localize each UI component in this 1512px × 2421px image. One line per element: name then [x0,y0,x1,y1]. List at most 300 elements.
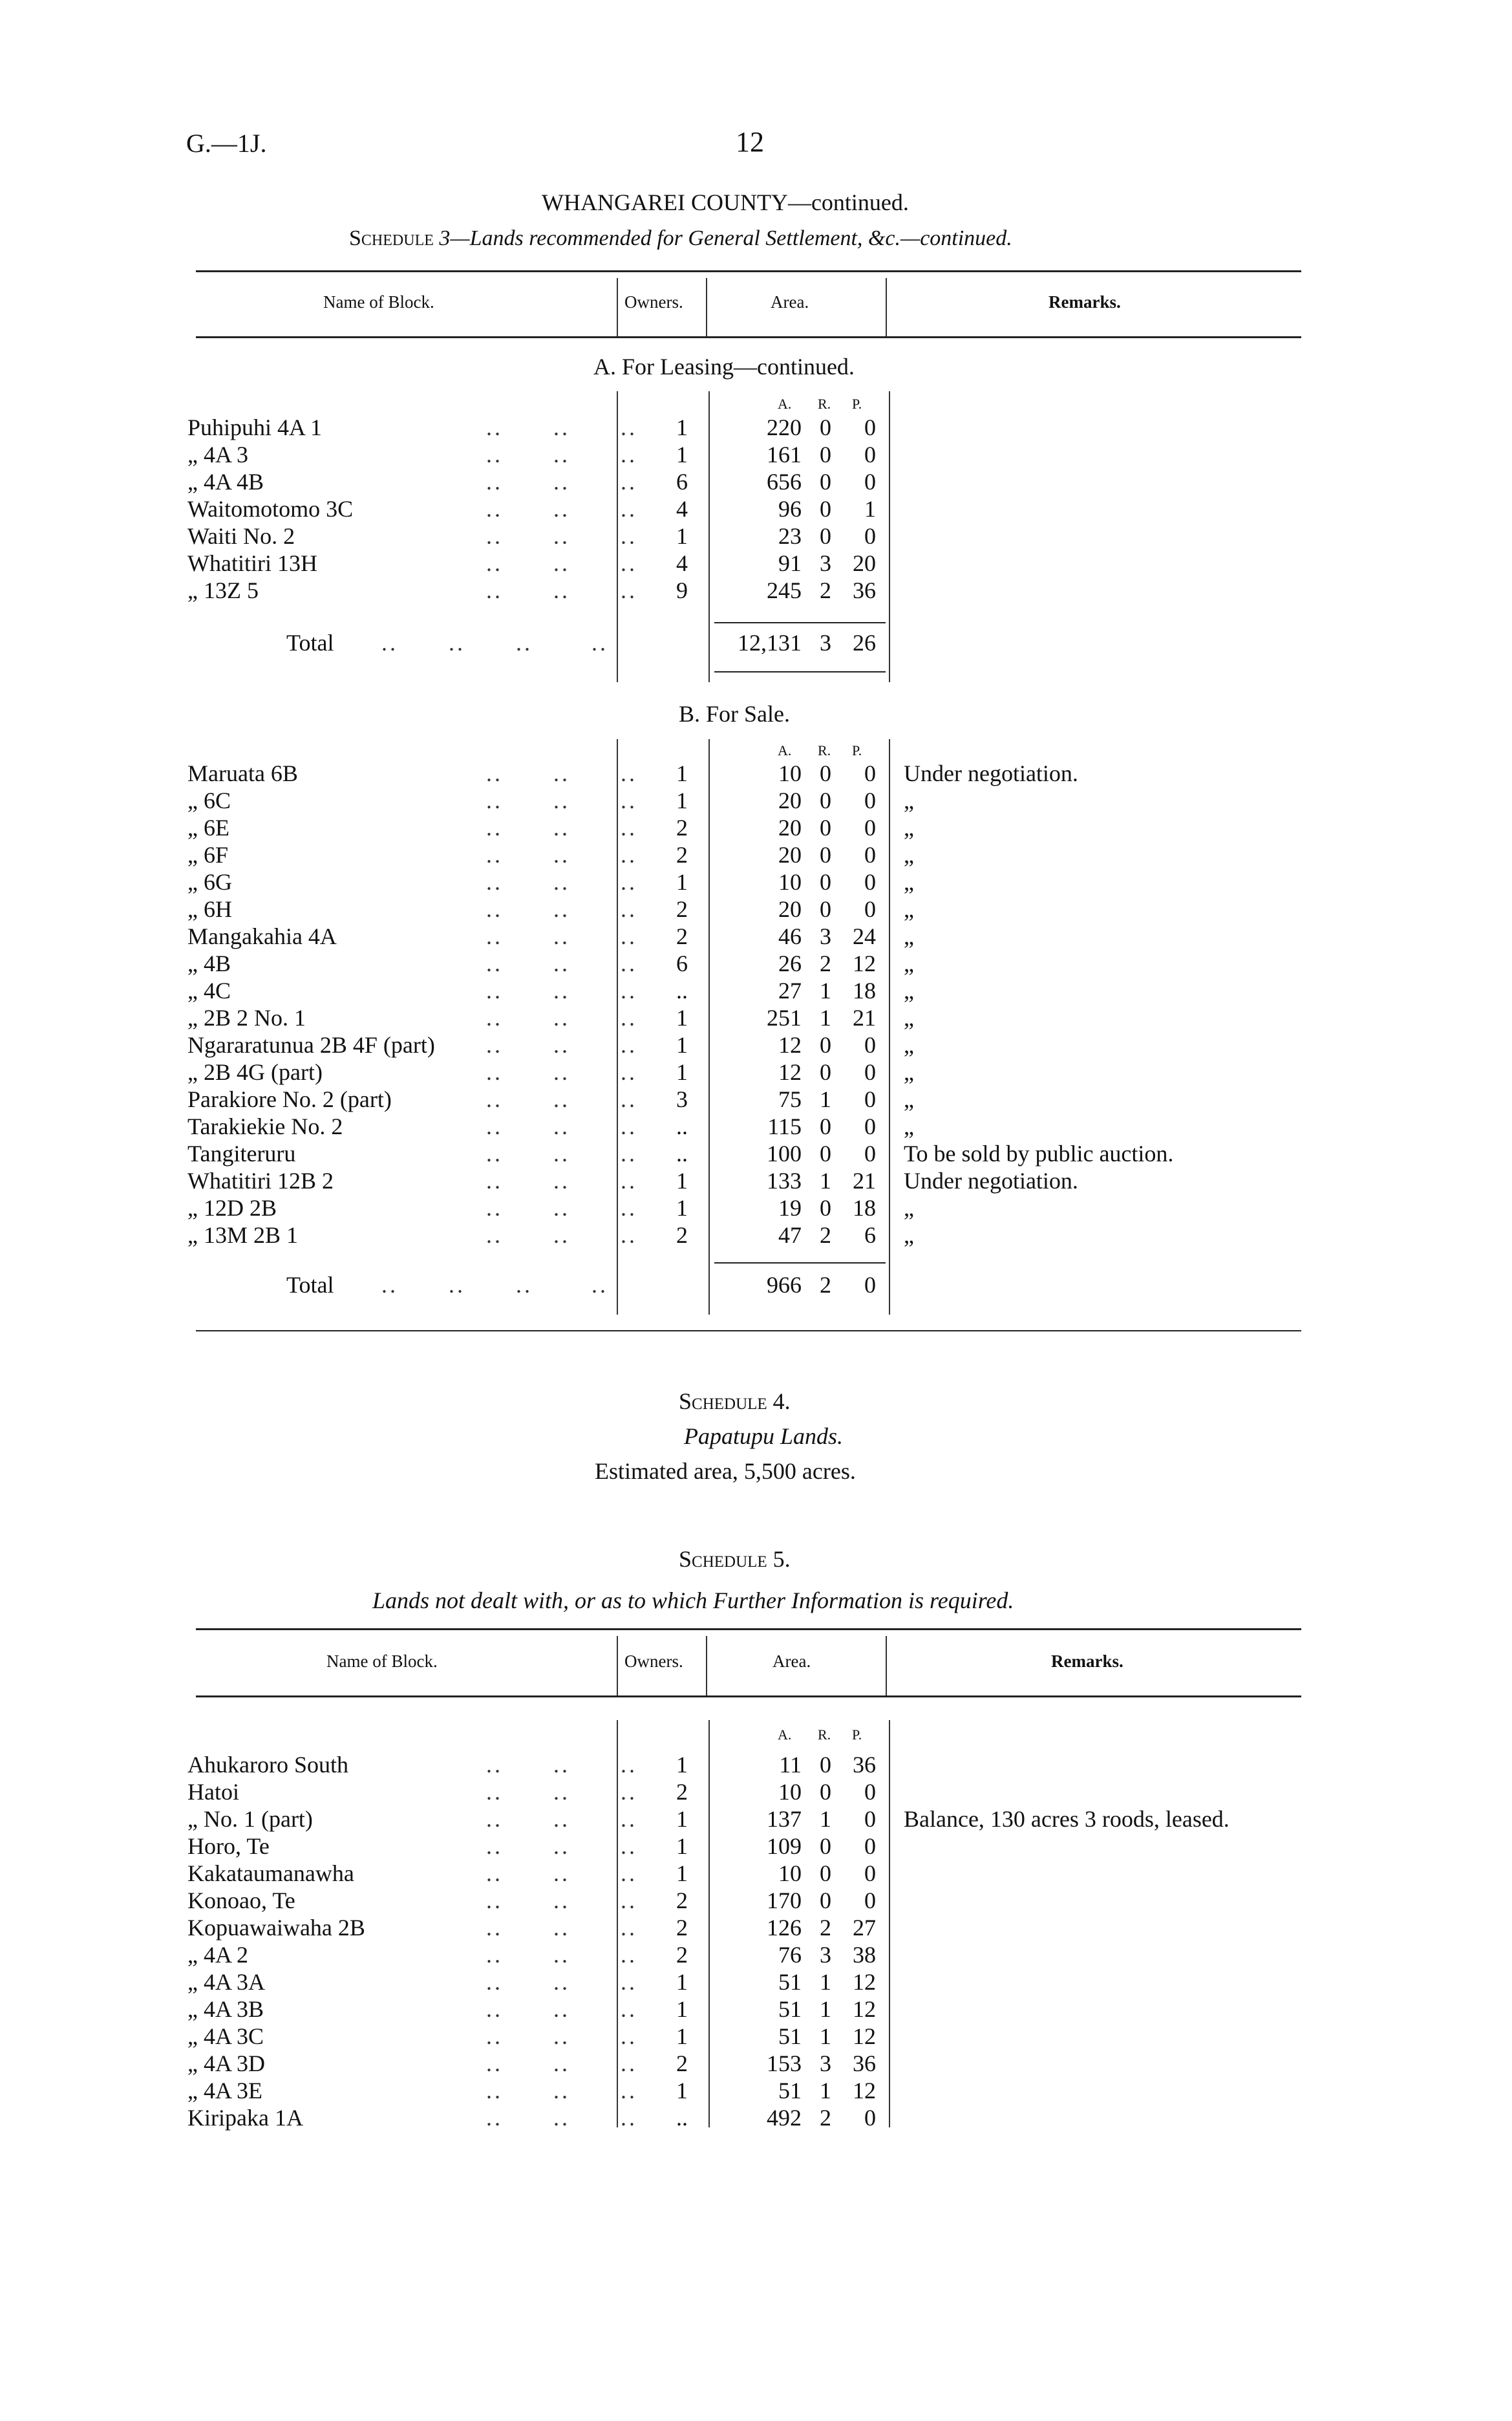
schedule4-estimate: Estimated area, 5,500 acres. [595,1458,856,1484]
header-owners: Owners. [624,292,683,312]
leader-dots: .. .. .. [486,815,637,841]
owners-count: 1 [676,2023,688,2049]
block-name: „ 13Z 5 [187,577,259,603]
block-name: „ 4C [187,978,231,1004]
block-name: Horo, Te [187,1833,270,1859]
col-sep [617,1636,618,1695]
unit-r: R. [818,1727,831,1743]
area-perches: 12 [853,1996,876,2022]
header-bottom-rule [196,336,1301,338]
owners-count: 1 [676,442,688,468]
area-roods: 0 [820,815,831,841]
col-sep [886,278,887,338]
area-roods: 2 [820,2105,831,2131]
table-row [0,760,1512,787]
table-row [0,1059,1512,1086]
s5-header-remarks: Remarks. [1051,1652,1123,1671]
unit-a: A. [778,396,792,412]
owners-count: 1 [676,1005,688,1031]
unit-p: P. [852,396,862,412]
area-perches: 0 [864,523,876,549]
area-roods: 1 [820,1969,831,1995]
area-acres: 492 [767,2105,802,2131]
remark: „ [904,923,914,949]
remark: „ [904,951,914,976]
area-acres: 137 [767,1806,802,1832]
block-name: Kiripaka 1A [187,2105,303,2131]
block-name: „ 2B 4G (part) [187,1059,323,1085]
remark: „ [904,1032,914,1058]
area-perches: 0 [864,1833,876,1859]
owners-count: 4 [676,550,688,576]
block-name: Mangakahia 4A [187,923,337,949]
table-row [0,577,1512,604]
area-perches: 0 [864,1059,876,1085]
area-acres: 115 [767,1114,802,1139]
owners-count: 1 [676,1806,688,1832]
block-name: „ 4A 3E [187,2078,262,2104]
area-perches: 36 [853,577,876,603]
area-acres: 20 [778,815,802,841]
area-acres: 20 [778,896,802,922]
unit-a: A. [778,1727,792,1743]
area-acres: 96 [778,496,802,522]
area-roods: 2 [820,577,831,603]
area-acres: 75 [778,1086,802,1112]
section-b-total-row [0,1271,1512,1298]
area-acres: 153 [767,2050,802,2076]
owners-count: 2 [676,1222,688,1248]
unit-r: R. [818,742,831,759]
block-name: Waitomotomo 3C [187,496,354,522]
total-label: Total [286,630,334,656]
block-name: Ahukaroro South [187,1752,348,1778]
area-perches: 21 [853,1005,876,1031]
area-acres: 251 [767,1005,802,1031]
section-b-title: B. For Sale. [679,701,791,727]
area-perches: 6 [864,1222,876,1248]
area-perches: 12 [853,2078,876,2104]
owners-count: 2 [676,1888,688,1913]
owners-count: 1 [676,760,688,786]
table-row [0,1833,1512,1860]
schedule3-desc: 3—Lands recommended for General Settlement, &c.—continued. [439,226,1012,250]
area-acres: 220 [767,414,802,440]
block-name: „ 13M 2B 1 [187,1222,298,1248]
area-acres: 19 [778,1195,802,1221]
table-row [0,2104,1512,2131]
owners-count: 1 [676,1860,688,1886]
table-row [0,2023,1512,2050]
area-perches: 0 [864,1779,876,1805]
area-acres: 100 [767,1141,802,1167]
leader-dots: .. .. .. [486,2050,637,2076]
owners-count: 2 [676,2050,688,2076]
s5-header-owners: Owners. [624,1652,683,1671]
col-sep [886,1636,887,1695]
area-roods: 0 [820,1114,831,1139]
area-acres: 126 [767,1915,802,1941]
area-perches: 0 [864,414,876,440]
owners-count: 4 [676,496,688,522]
block-name: „ 4A 3 [187,442,248,468]
total-a-rule [714,622,886,623]
area-acres: 51 [778,1969,802,1995]
area-roods: 0 [820,1032,831,1058]
block-name: „ 2B 2 No. 1 [187,1005,306,1031]
leader-dots: .. .. .. [486,1195,637,1221]
section-a-total-row [0,629,1512,656]
table-row [0,1996,1512,2023]
total-roods: 3 [820,630,831,656]
remark: „ [904,1086,914,1112]
area-roods: 0 [820,1833,831,1859]
area-roods: 1 [820,1086,831,1112]
table-row [0,841,1512,868]
area-acres: 12 [778,1032,802,1058]
owners-count: 1 [676,788,688,813]
area-roods: 3 [820,550,831,576]
leader-dots: .. .. .. [486,869,637,895]
table-row [0,977,1512,1004]
area-perches: 0 [864,1806,876,1832]
area-perches: 27 [853,1915,876,1941]
area-roods: 1 [820,2023,831,2049]
leader-dots: .. .. .. [486,577,637,603]
block-name: Tarakiekie No. 2 [187,1114,343,1139]
block-name: „ 6H [187,896,232,922]
area-acres: 26 [778,951,802,976]
block-name: „ 12D 2B [187,1195,277,1221]
table-row [0,1778,1512,1805]
owners-count: 1 [676,2078,688,2104]
table-row [0,1914,1512,1941]
col-sep [706,278,707,338]
table-row [0,1031,1512,1059]
leader-dots: .. .. .. [486,842,637,868]
area-acres: 109 [767,1833,802,1859]
leader-dots: .. .. .. [486,1005,637,1031]
area-roods: 0 [820,788,831,813]
area-acres: 76 [778,1942,802,1968]
table-row [0,1805,1512,1833]
area-perches: 38 [853,1942,876,1968]
area-acres: 51 [778,2023,802,2049]
area-perches: 0 [864,1860,876,1886]
area-perches: 0 [864,1032,876,1058]
leader-dots: .. .. .. [486,469,637,495]
total-label: Total [286,1272,334,1298]
total-a-bottom-rule [714,671,886,672]
owners-count: 1 [676,1833,688,1859]
table-row [0,522,1512,550]
block-name: Whatitiri 12B 2 [187,1168,334,1194]
leader-dots: .. .. .. [486,978,637,1004]
block-name: „ 4A 4B [187,469,264,495]
area-roods: 3 [820,923,831,949]
block-name: Ngararatunua 2B 4F (part) [187,1032,435,1058]
block-name: Puhipuhi 4A 1 [187,414,323,440]
table-row [0,896,1512,923]
area-acres: 20 [778,842,802,868]
remark: „ [904,978,914,1004]
owners-count: 1 [676,1969,688,1995]
header-name: Name of Block. [323,292,434,312]
area-acres: 245 [767,577,802,603]
leader-dots: .. .. .. [486,1888,637,1913]
area-perches: 0 [864,1141,876,1167]
total-acres: 12,131 [738,630,802,656]
area-acres: 12 [778,1059,802,1085]
owners-count: .. [676,1141,688,1167]
unit-p: P. [852,742,862,759]
leader-dots: .. .. .. [486,923,637,949]
leader-dots: .. .. .. [486,1942,637,1968]
county-title: WHANGAREI COUNTY—continued. [542,189,909,215]
section-a-title: A. For Leasing—continued. [593,354,855,380]
remark: „ [904,1114,914,1139]
owners-count: 2 [676,896,688,922]
schedule3-title [349,226,1012,251]
unit-r: R. [818,396,831,412]
table-row [0,2050,1512,2077]
area-acres: 656 [767,469,802,495]
area-perches: 21 [853,1168,876,1194]
area-acres: 11 [779,1752,802,1778]
block-name: „ 4A 2 [187,1942,248,1968]
page-ref: G.—1J. [186,129,267,158]
owners-count: 1 [676,1168,688,1194]
col-sep [617,278,618,338]
area-roods: 0 [820,869,831,895]
owners-count: 1 [676,1059,688,1085]
table-row [0,1194,1512,1221]
header-top-rule [196,270,1301,272]
remark: To be sold by public auction. [904,1141,1174,1167]
owners-count: .. [676,1114,688,1139]
owners-count: 1 [676,1996,688,2022]
area-perches: 0 [864,815,876,841]
owners-count: 1 [676,1752,688,1778]
table-row [0,1140,1512,1167]
leader-dots: .. .. .. [486,1996,637,2022]
table-row [0,414,1512,441]
owners-count: 6 [676,951,688,976]
area-perches: 12 [853,2023,876,2049]
leader-dots: .. .. .. [486,550,637,576]
area-perches: 0 [864,1086,876,1112]
leader-dots: .. .. .. [486,1833,637,1859]
remark: „ [904,815,914,841]
area-roods: 0 [820,1779,831,1805]
block-name: „ 4A 3C [187,2023,264,2049]
leader-dots: .. .. .. [486,1059,637,1085]
area-roods: 0 [820,842,831,868]
table-row [0,923,1512,950]
owners-count: 2 [676,815,688,841]
table-row [0,1086,1512,1113]
table-row [0,550,1512,577]
owners-count: 2 [676,1942,688,1968]
area-roods: 0 [820,1141,831,1167]
block-name: „ 4B [187,951,231,976]
area-perches: 0 [864,2105,876,2131]
leader-dots: .. .. .. .. [381,630,608,656]
schedule5-heading: Schedule 5. [679,1546,791,1572]
owners-count: 1 [676,869,688,895]
block-name: „ 6E [187,815,229,841]
table-row [0,950,1512,977]
area-roods: 0 [820,1888,831,1913]
block-name: „ 6F [187,842,228,868]
schedule3-bottom-rule [196,1330,1301,1331]
table-row [0,468,1512,495]
owners-count: 2 [676,1915,688,1941]
s5-header-area: Area. [772,1652,811,1671]
block-name: „ 4A 3B [187,1996,264,2022]
area-roods: 1 [820,1806,831,1832]
leader-dots: .. .. .. [486,788,637,813]
owners-count: 3 [676,1086,688,1112]
remark: „ [904,788,914,813]
table-row [0,814,1512,841]
schedule4-heading: Schedule 4. [679,1388,791,1414]
table-row [0,1860,1512,1887]
table-row [0,2077,1512,2104]
area-roods: 1 [820,978,831,1004]
area-roods: 0 [820,1752,831,1778]
area-perches: 0 [864,896,876,922]
area-acres: 27 [778,978,802,1004]
area-perches: 36 [853,2050,876,2076]
block-name: „ No. 1 (part) [187,1806,313,1832]
area-roods: 0 [820,414,831,440]
s5-header-bottom-rule [196,1695,1301,1697]
block-name: Waiti No. 2 [187,523,295,549]
area-perches: 0 [864,788,876,813]
owners-count: 9 [676,577,688,603]
area-roods: 2 [820,1222,831,1248]
leader-dots: .. .. .. [486,1032,637,1058]
leader-dots: .. .. .. [486,896,637,922]
leader-dots: .. .. .. .. [381,1272,608,1298]
total-perches: 0 [864,1272,876,1298]
area-perches: 0 [864,760,876,786]
table-row [0,1221,1512,1249]
leader-dots: .. .. .. [486,414,637,440]
area-acres: 10 [778,1860,802,1886]
area-perches: 1 [864,496,876,522]
remark: „ [904,869,914,895]
table-row [0,1968,1512,1996]
area-roods: 1 [820,1996,831,2022]
block-name: „ 4A 3D [187,2050,265,2076]
area-roods: 0 [820,469,831,495]
area-acres: 51 [778,1996,802,2022]
block-name: Konoao, Te [187,1888,295,1913]
total-perches: 26 [853,630,876,656]
leader-dots: .. .. .. [486,2078,637,2104]
area-perches: 0 [864,442,876,468]
area-acres: 46 [778,923,802,949]
area-roods: 0 [820,1059,831,1085]
total-roods: 2 [820,1272,831,1298]
remark: „ [904,842,914,868]
area-perches: 36 [853,1752,876,1778]
area-perches: 0 [864,469,876,495]
table-row [0,1941,1512,1968]
area-acres: 10 [778,1779,802,1805]
area-acres: 91 [778,550,802,576]
leader-dots: .. .. .. [486,1860,637,1886]
block-name: Parakiore No. 2 (part) [187,1086,392,1112]
block-name: Kopuawaiwaha 2B [187,1915,365,1941]
area-acres: 133 [767,1168,802,1194]
area-acres: 10 [778,869,802,895]
area-acres: 47 [778,1222,802,1248]
leader-dots: .. .. .. [486,1222,637,1248]
owners-count: 1 [676,1195,688,1221]
block-name: „ 6C [187,788,231,813]
area-roods: 1 [820,1168,831,1194]
table-row [0,1113,1512,1140]
owners-count: .. [676,2105,688,2131]
block-name: „ 6G [187,869,232,895]
schedule3-label: Schedule [349,226,434,250]
owners-count: 1 [676,1032,688,1058]
area-roods: 1 [820,2078,831,2104]
area-perches: 0 [864,869,876,895]
table-row [0,1004,1512,1031]
total-acres: 966 [767,1272,802,1298]
area-roods: 0 [820,896,831,922]
unit-p: P. [852,1727,862,1743]
leader-dots: .. .. .. [486,760,637,786]
owners-count: 2 [676,842,688,868]
leader-dots: .. .. .. [486,523,637,549]
leader-dots: .. .. .. [486,1752,637,1778]
area-acres: 20 [778,788,802,813]
area-roods: 0 [820,442,831,468]
owners-count: .. [676,978,688,1004]
col-sep [706,1636,707,1695]
s5-header-name: Name of Block. [326,1652,438,1671]
area-roods: 2 [820,1915,831,1941]
leader-dots: .. .. .. [486,1086,637,1112]
area-acres: 170 [767,1888,802,1913]
area-roods: 3 [820,1942,831,1968]
area-perches: 18 [853,1195,876,1221]
area-acres: 23 [778,523,802,549]
page-number: 12 [736,126,764,158]
area-acres: 51 [778,2078,802,2104]
table-row [0,1167,1512,1194]
leader-dots: .. .. .. [486,1141,637,1167]
block-name: Maruata 6B [187,760,298,786]
remark: „ [904,1195,914,1221]
block-name: „ 4A 3A [187,1969,265,1995]
area-roods: 3 [820,2050,831,2076]
owners-count: 2 [676,923,688,949]
table-row [0,868,1512,896]
remark: „ [904,1059,914,1085]
schedule5-subtitle: Lands not dealt with, or as to which Further Information is required. [372,1587,1014,1613]
leader-dots: .. .. .. [486,1969,637,1995]
unit-a: A. [778,742,792,759]
table-row [0,1751,1512,1778]
block-name: Kakataumanawha [187,1860,354,1886]
area-perches: 20 [853,550,876,576]
